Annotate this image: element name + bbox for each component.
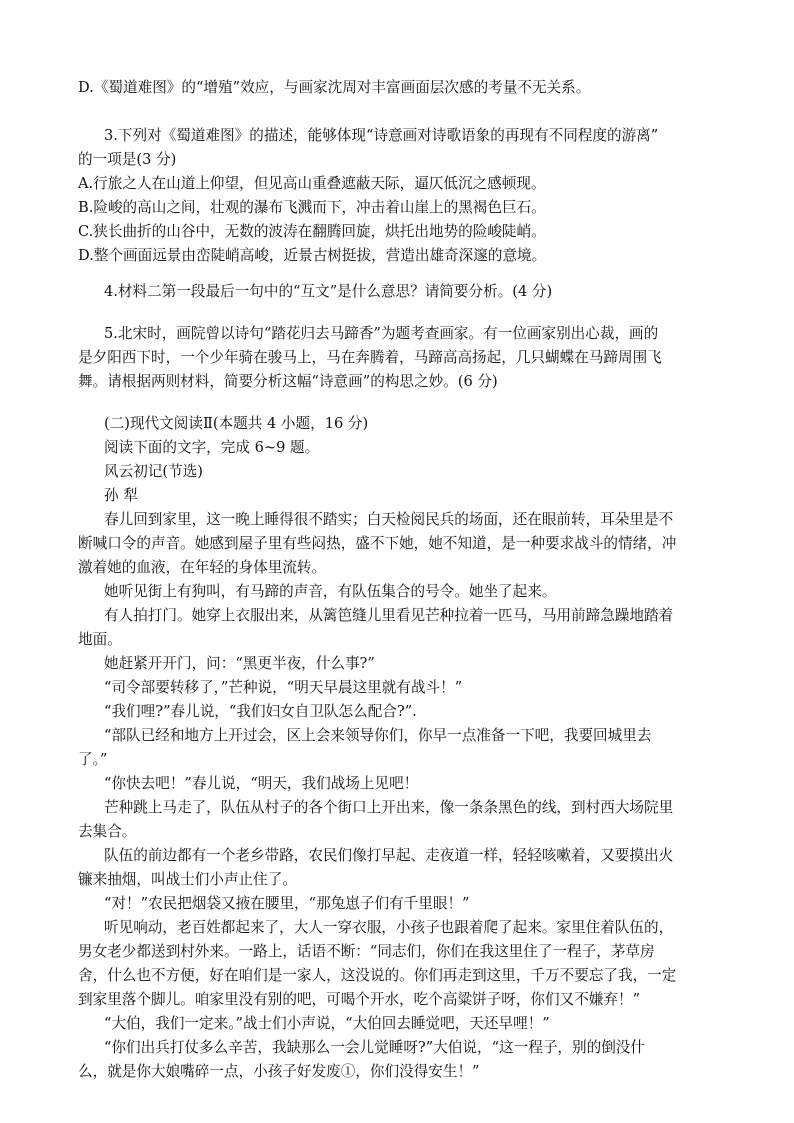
passage-line: 她听见街上有狗叫，有马蹄的声音，有队伍集合的号令。她坐了起来。 (104, 583, 557, 600)
question-5-line3: 舞。请根据两则材料，简要分析这幅“诗意画”的构思之妙。(6 分) (78, 373, 498, 390)
passage-line: 么，就是你大娘嘴碎一点，小孩子好发废①，你们没得安生！” (78, 1063, 480, 1080)
passage-line: “司令部要转移了，”芒种说，“明天早晨这里就有战斗！” (104, 679, 463, 696)
question-3-option-b: B.险峻的高山之间，壮观的瀑布飞溅而下，冲击着山崖上的黑褐色巨石。 (78, 199, 546, 216)
question-5-line2: 是夕阳西下时，一个少年骑在骏马上，马在奔腾着，马蹄高高扬起，几只蝴蝶在马蹄周围飞 (78, 349, 662, 366)
passage-line: 队伍的前边都有一个老乡带路，农民们像打早起、走夜道一样，轻轻咳嗽着，又要摸出火 (104, 847, 674, 864)
passage-line: 去集合。 (78, 823, 137, 840)
passage-line: “大伯，我们一定来。”战士们小声说，“大伯回去睡觉吧，天还早哩！” (104, 1015, 550, 1032)
passage-line: “对！”农民把烟袋又掖在腰里，“那兔崽子们有千里眼！” (104, 895, 470, 912)
passage-line: 听见响动，老百姓都起来了，大人一穿衣服，小孩子也跟着爬了起来。家里住着队伍的， (104, 919, 674, 936)
question-5-line1: 5.北宋时，画院曾以诗句“踏花归去马蹄香”为题考查画家。有一位画家别出心裁，画的 (104, 325, 659, 342)
option-d-previous: D.《蜀道难图》的“增殖”效应，与画家沈周对丰富画面层次感的考量不无关系。 (78, 79, 591, 96)
passage-line: 断喊口令的声音。她感到屋子里有些闷热，盛不下她，她不知道，是一种要求战斗的情绪，冲 (78, 535, 677, 552)
passage-line: 舍，什么也不方便，好在咱们是一家人，这没说的。你们再走到这里，千万不要忘了我，一定 (78, 967, 677, 984)
question-3-option-a: A.行旅之人在山道上仰望，但见高山重叠遮蔽天际，逼仄低沉之感顿现。 (78, 175, 546, 192)
passage-line: “部队已经和地方上开过会，区上会来领导你们，你早一点准备一下吧，我要回城里去 (104, 727, 652, 744)
question-3-stem-line1: 3.下列对《蜀道难图》的描述，能够体现“诗意画对诗歌语象的再现有不同程度的游离” (104, 127, 659, 144)
question-3-option-c: C.狭长曲折的山谷中，无数的波涛在翻腾回旋，烘托出地势的险峻陡峭。 (78, 223, 546, 240)
passage-line: 春儿回到家里，这一晚上睡得很不踏实；白天检阅民兵的场面，还在眼前转，耳朵里是不 (104, 511, 674, 528)
passage-line: “我们哩?”春儿说，“我们妇女自卫队怎么配合?”. (104, 703, 417, 720)
passage-line: 激着她的血液，在年轻的身体里流转。 (78, 559, 327, 576)
section-instruction: 阅读下面的文字，完成 6~9 题。 (104, 439, 320, 456)
passage-line: 有人拍打门。她穿上衣服出来，从篱笆缝儿里看见芒种拉着一匹马，马用前蹄急躁地踏着 (104, 607, 674, 624)
passage-line: 地面。 (78, 631, 122, 648)
passage-author: 孙 犁 (104, 487, 138, 504)
question-3-stem-line2: 的一项是(3 分) (78, 151, 177, 168)
passage-line: 芒种跳上马走了，队伍从村子的各个街口上开出来，像一条条黑色的线，到村西大场院里 (104, 799, 674, 816)
passage-line: 她赶紧开开门，问：“黑更半夜，什么事?” (104, 655, 375, 672)
question-4: 4.材料二第一段最后一句中的“互文”是什么意思？请简要分析。(4 分) (104, 283, 553, 300)
passage-line: 镰来抽烟，叫战士们小声止住了。 (78, 871, 297, 888)
passage-line: “你快去吧！”春儿说，“明天，我们战场上见吧！ (104, 775, 419, 792)
passage-line: 到家里落个脚儿。咱家里没有别的吧，可喝个开水，吃个高粱饼子呀，你们又不嫌弃！” (78, 991, 641, 1008)
section-heading: (二)现代文阅读Ⅱ(本题共 4 小题，16 分) (104, 415, 369, 432)
passage-line: 男女老少都送到村外来。一路上，话语不断：“同志们，你们在我这里住了一程子，茅草房 (78, 943, 655, 960)
passage-line: “你们出兵打仗多么辛苦，我缺那么一会儿觉睡呀?”大伯说，“这一程子，别的倒没什 (104, 1039, 645, 1056)
passage-line: 了。” (78, 751, 108, 768)
question-3-option-d: D.整个画面远景由峦陡峭高峻，近景古树挺拔，营造出雄奇深邃的意境。 (78, 247, 547, 264)
passage-title: 风云初记(节选) (104, 463, 203, 480)
